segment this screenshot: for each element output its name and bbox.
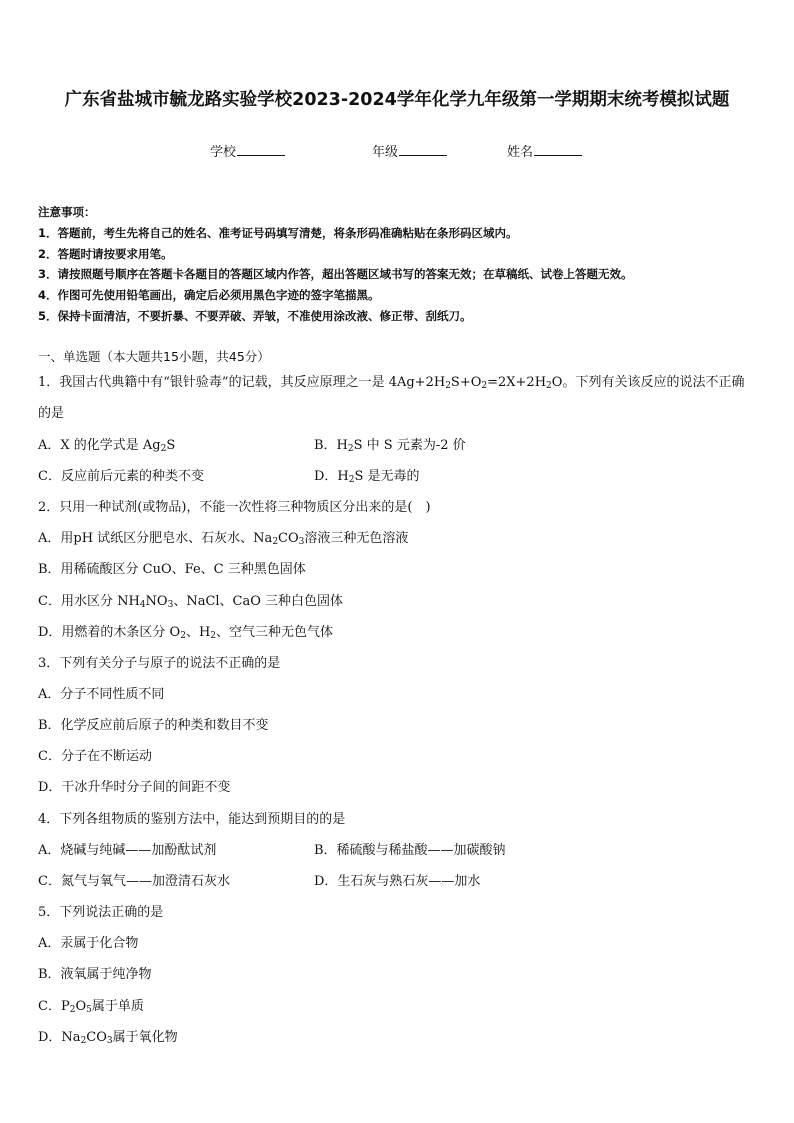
- school-blank: [237, 143, 285, 156]
- name-blank: [534, 143, 582, 156]
- question-2-stem: 2．只用一种试剂(或物品)，不能一次性将三种物质区分出来的是( ): [38, 500, 431, 515]
- question-5-option-b: B．液氧属于纯净物: [38, 967, 152, 982]
- note-item: 1．答题前，考生先将自己的姓名、准考证号码填写清楚，将条形码准确粘贴在条形码区域内。: [38, 226, 518, 240]
- grade-blank: [399, 143, 447, 156]
- school-label: 学校: [210, 145, 237, 160]
- question-4-stem: 4．下列各组物质的鉴别方法中，能达到预期目的的是: [38, 812, 346, 827]
- question-1-stem: 1．我国古代典籍中有“银针验毒”的记载，其反应原理之一是 $4Ag+2H_2S+O_2=2X+2H_2O$。下列有关该反应的说法不正确: [38, 375, 745, 391]
- question-2-option-b: B．用稀硫酸区分 CuO、Fe、C 三种黑色固体: [38, 562, 306, 577]
- grade-label: 年级: [372, 145, 399, 160]
- question-4-option-a: A．烧碱与纯碱——加酚酞试剂: [38, 843, 217, 858]
- question-1-option-d: D．$H_2S$ 是无毒的: [314, 469, 420, 485]
- name-label: 姓名: [507, 145, 534, 160]
- note-item: 2．答题时请按要求用笔。: [38, 247, 173, 261]
- section-heading: 一、单选题（本大题共15小题，共45分）: [38, 349, 270, 364]
- question-2-option-d: D．用燃着的木条区分 $O_2$、$H_2$、空气三种无色气体: [38, 625, 334, 641]
- question-3-stem: 3．下列有关分子与原子的说法不正确的是: [38, 656, 281, 671]
- question-2-option-a: A．用pH 试纸区分肥皂水、石灰水、$Na_2CO_3$溶液三种无色溶液: [38, 531, 409, 547]
- school-field: [210, 141, 285, 160]
- question-3-option-d: D．干冰升华时分子间的间距不变: [38, 780, 231, 795]
- question-1-option-b: B．$H_2S$ 中 S 元素为-2 价: [314, 438, 466, 454]
- note-item: 5．保持卡面清洁，不要折暴、不要弄破、弄皱，不准使用涂改液、修正带、刮纸刀。: [38, 309, 472, 323]
- question-4-option-c: C．氮气与氧气——加澄清石灰水: [38, 874, 230, 889]
- question-1-option-a: A．X 的化学式是 $Ag_2S$: [38, 438, 176, 454]
- name-field: [507, 141, 582, 160]
- question-5-stem: 5．下列说法正确的是: [38, 905, 164, 920]
- question-5-option-d: D．$Na_2CO_3$属于氧化物: [38, 1030, 178, 1046]
- question-5-option-c: C．$P_2O_5$属于单质: [38, 999, 144, 1015]
- question-3-option-c: C．分子在不断运动: [38, 749, 152, 764]
- question-3-option-b: B．化学反应前后原子的种类和数目不变: [38, 718, 269, 733]
- question-1-stem-cont: 的是: [38, 406, 65, 421]
- question-1-option-c: C．反应前后元素的种类不变: [38, 469, 204, 484]
- question-4-option-d: D．生石灰与熟石灰——加水: [314, 874, 481, 889]
- notes-heading: 注意事项：: [38, 205, 96, 219]
- question-5-option-a: A．汞属于化合物: [38, 936, 139, 951]
- page-title: 广东省盐城市毓龙路实验学校2023-2024学年化学九年级第一学期期末统考模拟试题: [64, 90, 730, 110]
- note-item: 4．作图可先使用铅笔画出，确定后必须用黑色字迹的签字笔描黑。: [38, 288, 380, 302]
- question-3-option-a: A．分子不同性质不同: [38, 687, 165, 702]
- question-2-option-c: C．用水区分 $NH_4NO_3$、NaCl、CaO 三种白色固体: [38, 594, 344, 610]
- question-4-option-b: B．稀硫酸与稀盐酸——加碳酸钠: [314, 843, 506, 858]
- note-item: 3．请按照题号顺序在答题卡各题目的答题区域内作答，超出答题区域书写的答案无效；在草稿纸、试卷上答题无效。: [38, 267, 633, 281]
- grade-field: [372, 141, 447, 160]
